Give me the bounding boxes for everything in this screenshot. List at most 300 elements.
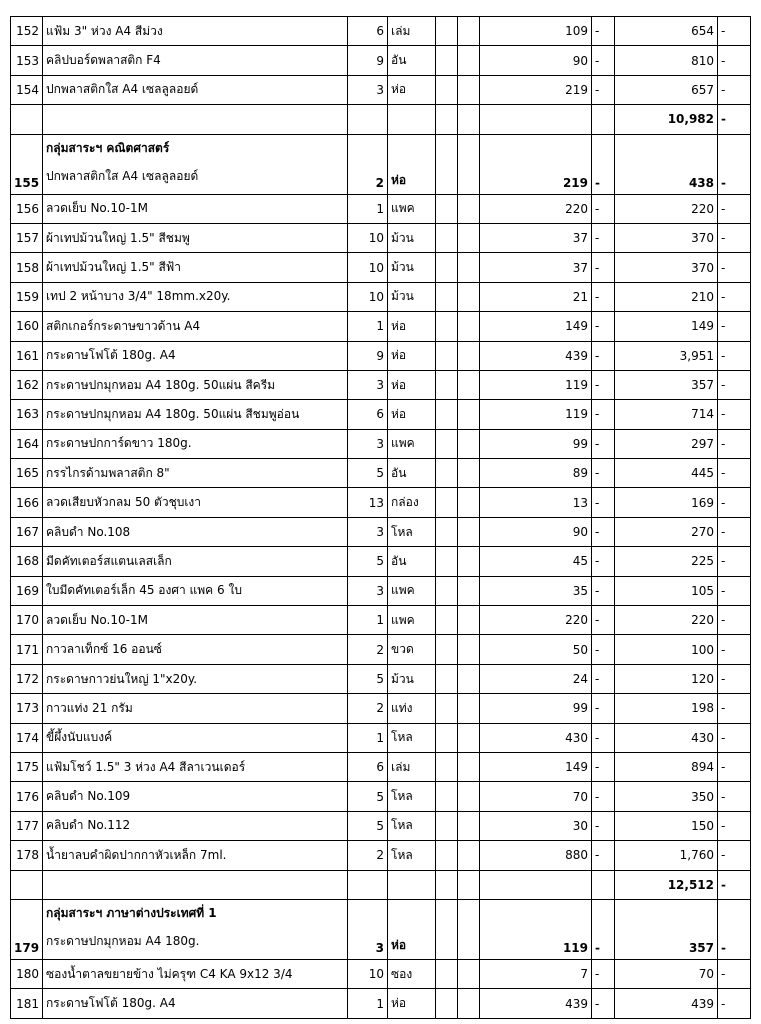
- table-row: [11, 606, 751, 635]
- blank-cell: [458, 341, 480, 370]
- blank-cell: [458, 811, 480, 840]
- line-total-satang: -: [718, 429, 751, 458]
- line-total-satang: -: [718, 752, 751, 781]
- table-row: [11, 223, 751, 252]
- item-quantity: 10: [348, 223, 388, 252]
- item-number: 174: [11, 723, 43, 752]
- line-total-satang: -: [718, 488, 751, 517]
- table-row: [11, 459, 751, 488]
- item-number: 180: [11, 959, 43, 988]
- item-number: 160: [11, 312, 43, 341]
- unit-price: 90: [480, 517, 592, 546]
- line-total: 149: [615, 312, 718, 341]
- line-total: 370: [615, 253, 718, 282]
- line-total: 894: [615, 752, 718, 781]
- blank-cell: [458, 223, 480, 252]
- item-description: [43, 134, 348, 194]
- unit-price-satang: -: [592, 989, 615, 1018]
- line-total: 657: [615, 75, 718, 104]
- item-number: 157: [11, 223, 43, 252]
- unit-price-satang: -: [592, 959, 615, 988]
- item-quantity: 1: [348, 194, 388, 223]
- item-quantity: 2: [348, 694, 388, 723]
- line-total: 198: [615, 694, 718, 723]
- line-total: 439: [615, 989, 718, 1018]
- item-quantity: [348, 870, 388, 899]
- item-description: กระดาษปกมุกหอม A4 180g. 50แผ่น สีครีม: [43, 370, 348, 399]
- unit-price-satang: -: [592, 223, 615, 252]
- item-description: คลิบดำ No.109: [43, 782, 348, 811]
- line-total-satang: -: [718, 341, 751, 370]
- item-number: 155: [11, 134, 43, 194]
- line-total-satang: -: [718, 223, 751, 252]
- unit-price: 37: [480, 223, 592, 252]
- line-total-satang: -: [718, 253, 751, 282]
- blank-cell: [436, 75, 458, 104]
- table-row: [11, 841, 751, 870]
- blank-cell: [458, 105, 480, 134]
- line-total: 810: [615, 46, 718, 75]
- item-quantity: 13: [348, 488, 388, 517]
- unit-price-satang: -: [592, 17, 615, 46]
- item-quantity: 6: [348, 752, 388, 781]
- blank-cell: [436, 194, 458, 223]
- item-unit: กล่อง: [388, 488, 436, 517]
- line-total: 10,982: [615, 105, 718, 134]
- item-description: มีดคัทเตอร์สแตนเลสเล็ก: [43, 547, 348, 576]
- blank-cell: [458, 547, 480, 576]
- blank-cell: [458, 312, 480, 341]
- item-quantity: 5: [348, 547, 388, 576]
- item-unit: ห่อ: [388, 370, 436, 399]
- unit-price-satang: -: [592, 752, 615, 781]
- unit-price-satang: -: [592, 341, 615, 370]
- line-total-satang: -: [718, 635, 751, 664]
- item-unit: แพค: [388, 576, 436, 605]
- item-number: 175: [11, 752, 43, 781]
- item-unit: อัน: [388, 547, 436, 576]
- line-total-satang: -: [718, 75, 751, 104]
- line-total-satang: -: [718, 17, 751, 46]
- blank-cell: [436, 811, 458, 840]
- line-total: 12,512: [615, 870, 718, 899]
- blank-cell: [436, 870, 458, 899]
- unit-price: 119: [480, 370, 592, 399]
- item-description-text: กระดาษปกมุกหอม A4 180g.: [46, 933, 200, 948]
- line-total-satang: -: [718, 664, 751, 693]
- unit-price: 35: [480, 576, 592, 605]
- item-number: 178: [11, 841, 43, 870]
- line-total-satang: -: [718, 459, 751, 488]
- item-number: 168: [11, 547, 43, 576]
- line-total-satang: -: [718, 282, 751, 311]
- item-quantity: 3: [348, 576, 388, 605]
- item-number: 162: [11, 370, 43, 399]
- unit-price: 439: [480, 341, 592, 370]
- subtotal-row: [11, 105, 751, 134]
- unit-price: 30: [480, 811, 592, 840]
- item-quantity: 5: [348, 811, 388, 840]
- item-quantity: 1: [348, 312, 388, 341]
- blank-cell: [458, 664, 480, 693]
- item-unit: โหล: [388, 517, 436, 546]
- line-total-satang: -: [718, 370, 751, 399]
- item-description: น้ำยาลบคำผิดปากกาหัวเหล็ก 7ml.: [43, 841, 348, 870]
- unit-price-satang: -: [592, 194, 615, 223]
- unit-price-satang: -: [592, 664, 615, 693]
- unit-price: 37: [480, 253, 592, 282]
- unit-price: 149: [480, 752, 592, 781]
- line-total: 220: [615, 606, 718, 635]
- unit-price-satang: -: [592, 282, 615, 311]
- blank-cell: [436, 723, 458, 752]
- unit-price-satang: -: [592, 694, 615, 723]
- table-row: [11, 723, 751, 752]
- item-unit: แท่ง: [388, 694, 436, 723]
- blank-cell: [458, 899, 480, 959]
- item-description: คลิปบอร์ดพลาสติก F4: [43, 46, 348, 75]
- item-unit: โหล: [388, 723, 436, 752]
- item-quantity: 1: [348, 723, 388, 752]
- item-description: ซองน้ำตาลขยายข้าง ไม่ครุฑ C4 KA 9x12 3/4: [43, 959, 348, 988]
- blank-cell: [458, 870, 480, 899]
- unit-price: 99: [480, 694, 592, 723]
- item-number: 166: [11, 488, 43, 517]
- table-row: [11, 488, 751, 517]
- item-unit: ห่อ: [388, 899, 436, 959]
- item-description: กาวแท่ง 21 กรัม: [43, 694, 348, 723]
- blank-cell: [436, 341, 458, 370]
- blank-cell: [458, 606, 480, 635]
- line-total: 220: [615, 194, 718, 223]
- unit-price-satang: -: [592, 899, 615, 959]
- item-description: กระดาษกาวย่นใหญ่ 1"x20y.: [43, 664, 348, 693]
- item-number: [11, 105, 43, 134]
- procurement-table: [10, 16, 751, 1019]
- unit-price-satang: -: [592, 488, 615, 517]
- item-quantity: 1: [348, 606, 388, 635]
- unit-price-satang: -: [592, 841, 615, 870]
- item-description: ลวดเย็บ No.10-1M: [43, 606, 348, 635]
- blank-cell: [458, 46, 480, 75]
- item-quantity: 3: [348, 517, 388, 546]
- blank-cell: [436, 46, 458, 75]
- item-description: กระดาษโฟโต้ 180g. A4: [43, 989, 348, 1018]
- line-total: 169: [615, 488, 718, 517]
- item-number: 154: [11, 75, 43, 104]
- item-unit: เล่ม: [388, 17, 436, 46]
- line-total: 150: [615, 811, 718, 840]
- item-quantity: 9: [348, 341, 388, 370]
- item-unit: โหล: [388, 782, 436, 811]
- unit-price: 13: [480, 488, 592, 517]
- blank-cell: [458, 989, 480, 1018]
- blank-cell: [458, 517, 480, 546]
- item-unit: ม้วน: [388, 282, 436, 311]
- blank-cell: [458, 841, 480, 870]
- table-row: [11, 194, 751, 223]
- item-quantity: 10: [348, 253, 388, 282]
- item-number: 152: [11, 17, 43, 46]
- item-description: กระดาษปกการ์ดขาว 180g.: [43, 429, 348, 458]
- unit-price: 90: [480, 46, 592, 75]
- unit-price-satang: -: [592, 459, 615, 488]
- line-total: 370: [615, 223, 718, 252]
- line-total: 120: [615, 664, 718, 693]
- table-row: [11, 694, 751, 723]
- line-total: 445: [615, 459, 718, 488]
- unit-price: 50: [480, 635, 592, 664]
- item-description: ลวดเย็บ No.10-1M: [43, 194, 348, 223]
- unit-price-satang: -: [592, 635, 615, 664]
- blank-cell: [436, 694, 458, 723]
- item-description: แฟ้ม 3" ห่วง A4 สีม่วง: [43, 17, 348, 46]
- blank-cell: [436, 841, 458, 870]
- unit-price: 7: [480, 959, 592, 988]
- item-unit: อัน: [388, 459, 436, 488]
- item-quantity: 2: [348, 841, 388, 870]
- table-row: [11, 959, 751, 988]
- item-quantity: 5: [348, 459, 388, 488]
- item-quantity: 5: [348, 782, 388, 811]
- table-row: [11, 253, 751, 282]
- item-unit: แพค: [388, 606, 436, 635]
- table-row: [11, 811, 751, 840]
- item-number: 158: [11, 253, 43, 282]
- unit-price: 21: [480, 282, 592, 311]
- item-number: 176: [11, 782, 43, 811]
- table-row: [11, 576, 751, 605]
- line-total-satang: -: [718, 841, 751, 870]
- line-total-satang: -: [718, 870, 751, 899]
- table-row: [11, 752, 751, 781]
- item-number: 165: [11, 459, 43, 488]
- group-row: [11, 899, 751, 959]
- unit-price: 119: [480, 899, 592, 959]
- line-total: 1,760: [615, 841, 718, 870]
- item-description: [43, 870, 348, 899]
- item-quantity: 5: [348, 664, 388, 693]
- blank-cell: [436, 989, 458, 1018]
- blank-cell: [458, 782, 480, 811]
- item-number: 164: [11, 429, 43, 458]
- blank-cell: [436, 370, 458, 399]
- unit-price-satang: -: [592, 134, 615, 194]
- blank-cell: [436, 400, 458, 429]
- line-total: 270: [615, 517, 718, 546]
- item-quantity: 2: [348, 134, 388, 194]
- item-description: ปกพลาสติกใส A4 เซลลูลอยด์: [43, 75, 348, 104]
- unit-price: 430: [480, 723, 592, 752]
- table-row: [11, 282, 751, 311]
- item-description: ขี้ผึ้งนับแบงค์: [43, 723, 348, 752]
- unit-price: 439: [480, 989, 592, 1018]
- item-unit: ม้วน: [388, 223, 436, 252]
- line-total-satang: -: [718, 312, 751, 341]
- line-total-satang: -: [718, 105, 751, 134]
- item-description: เทป 2 หน้าบาง 3/4" 18mm.x20y.: [43, 282, 348, 311]
- item-description: [43, 899, 348, 959]
- line-total: 210: [615, 282, 718, 311]
- line-total: 100: [615, 635, 718, 664]
- item-unit: โหล: [388, 841, 436, 870]
- group-title: กลุ่มสาระฯ ภาษาต่างประเทศที่ 1: [46, 905, 217, 920]
- line-total: 297: [615, 429, 718, 458]
- item-number: 153: [11, 46, 43, 75]
- line-total-satang: -: [718, 547, 751, 576]
- table-row: [11, 17, 751, 46]
- line-total: 3,951: [615, 341, 718, 370]
- blank-cell: [436, 899, 458, 959]
- unit-price: 89: [480, 459, 592, 488]
- blank-cell: [436, 17, 458, 46]
- blank-cell: [458, 400, 480, 429]
- blank-cell: [458, 694, 480, 723]
- line-total: 225: [615, 547, 718, 576]
- item-number: 167: [11, 517, 43, 546]
- item-quantity: 10: [348, 282, 388, 311]
- table-row: [11, 400, 751, 429]
- item-quantity: [348, 105, 388, 134]
- group-row: [11, 134, 751, 194]
- unit-price-satang: -: [592, 253, 615, 282]
- item-quantity: 3: [348, 370, 388, 399]
- line-total: 654: [615, 17, 718, 46]
- table-row: [11, 547, 751, 576]
- unit-price-satang: -: [592, 400, 615, 429]
- item-quantity: 6: [348, 400, 388, 429]
- unit-price: 880: [480, 841, 592, 870]
- line-total: 430: [615, 723, 718, 752]
- unit-price-satang: -: [592, 547, 615, 576]
- item-description-text: ปกพลาสติกใส A4 เซลลูลอยด์: [46, 168, 199, 183]
- unit-price: 219: [480, 134, 592, 194]
- unit-price-satang: -: [592, 517, 615, 546]
- item-number: 181: [11, 989, 43, 1018]
- unit-price-satang: -: [592, 811, 615, 840]
- line-total-satang: -: [718, 576, 751, 605]
- item-description: กาวลาเท็กซ์ 16 ออนซ์: [43, 635, 348, 664]
- item-unit: ห่อ: [388, 134, 436, 194]
- blank-cell: [458, 488, 480, 517]
- unit-price: 24: [480, 664, 592, 693]
- blank-cell: [458, 752, 480, 781]
- blank-cell: [436, 606, 458, 635]
- item-number: 179: [11, 899, 43, 959]
- blank-cell: [458, 134, 480, 194]
- item-quantity: 6: [348, 17, 388, 46]
- item-unit: [388, 870, 436, 899]
- table-row: [11, 782, 751, 811]
- item-unit: แพค: [388, 194, 436, 223]
- item-number: 159: [11, 282, 43, 311]
- blank-cell: [436, 223, 458, 252]
- blank-cell: [436, 429, 458, 458]
- table-row: [11, 312, 751, 341]
- item-unit: ซอง: [388, 959, 436, 988]
- blank-cell: [458, 194, 480, 223]
- item-number: 169: [11, 576, 43, 605]
- unit-price-satang: -: [592, 75, 615, 104]
- table-row: [11, 75, 751, 104]
- table-row: [11, 517, 751, 546]
- unit-price-satang: -: [592, 782, 615, 811]
- subtotal-row: [11, 870, 751, 899]
- item-description: คลิบดำ No.108: [43, 517, 348, 546]
- item-quantity: 9: [348, 46, 388, 75]
- item-unit: ห่อ: [388, 312, 436, 341]
- item-unit: ห่อ: [388, 341, 436, 370]
- line-total: 70: [615, 959, 718, 988]
- line-total: 357: [615, 370, 718, 399]
- item-description: สติกเกอร์กระดาษขาวด้าน A4: [43, 312, 348, 341]
- line-total-satang: -: [718, 989, 751, 1018]
- blank-cell: [436, 782, 458, 811]
- item-description: กรรไกรด้ามพลาสติก 8": [43, 459, 348, 488]
- table-row: [11, 341, 751, 370]
- item-unit: ม้วน: [388, 253, 436, 282]
- line-total-satang: -: [718, 606, 751, 635]
- unit-price: 220: [480, 606, 592, 635]
- blank-cell: [458, 282, 480, 311]
- item-quantity: 3: [348, 429, 388, 458]
- item-unit: ห่อ: [388, 989, 436, 1018]
- unit-price: 220: [480, 194, 592, 223]
- table-row: [11, 664, 751, 693]
- item-number: 177: [11, 811, 43, 840]
- item-description: [43, 105, 348, 134]
- item-description: ผ้าเทปม้วนใหญ่ 1.5" สีชมพู: [43, 223, 348, 252]
- item-number: [11, 870, 43, 899]
- unit-price: 219: [480, 75, 592, 104]
- item-unit: แพค: [388, 429, 436, 458]
- unit-price: 99: [480, 429, 592, 458]
- line-total: 105: [615, 576, 718, 605]
- blank-cell: [436, 459, 458, 488]
- line-total-satang: -: [718, 811, 751, 840]
- table-row: [11, 635, 751, 664]
- unit-price-satang: -: [592, 312, 615, 341]
- blank-cell: [458, 429, 480, 458]
- item-unit: เล่ม: [388, 752, 436, 781]
- line-total: 714: [615, 400, 718, 429]
- line-total: 350: [615, 782, 718, 811]
- item-unit: [388, 105, 436, 134]
- blank-cell: [436, 134, 458, 194]
- item-description: ผ้าเทปม้วนใหญ่ 1.5" สีฟ้า: [43, 253, 348, 282]
- item-number: 161: [11, 341, 43, 370]
- item-number: 163: [11, 400, 43, 429]
- unit-price-satang: -: [592, 606, 615, 635]
- line-total-satang: -: [718, 694, 751, 723]
- item-quantity: 1: [348, 989, 388, 1018]
- item-number: 156: [11, 194, 43, 223]
- unit-price-satang: -: [592, 429, 615, 458]
- blank-cell: [458, 253, 480, 282]
- blank-cell: [458, 17, 480, 46]
- blank-cell: [436, 547, 458, 576]
- blank-cell: [436, 576, 458, 605]
- item-description: คลิบดำ No.112: [43, 811, 348, 840]
- unit-price: 119: [480, 400, 592, 429]
- table-row: [11, 429, 751, 458]
- item-description: กระดาษปกมุกหอม A4 180g. 50แผ่น สีชมพูอ่อน: [43, 400, 348, 429]
- blank-cell: [458, 635, 480, 664]
- item-unit: ขวด: [388, 635, 436, 664]
- line-total-satang: -: [718, 517, 751, 546]
- line-total: 438: [615, 134, 718, 194]
- unit-price-satang: [592, 105, 615, 134]
